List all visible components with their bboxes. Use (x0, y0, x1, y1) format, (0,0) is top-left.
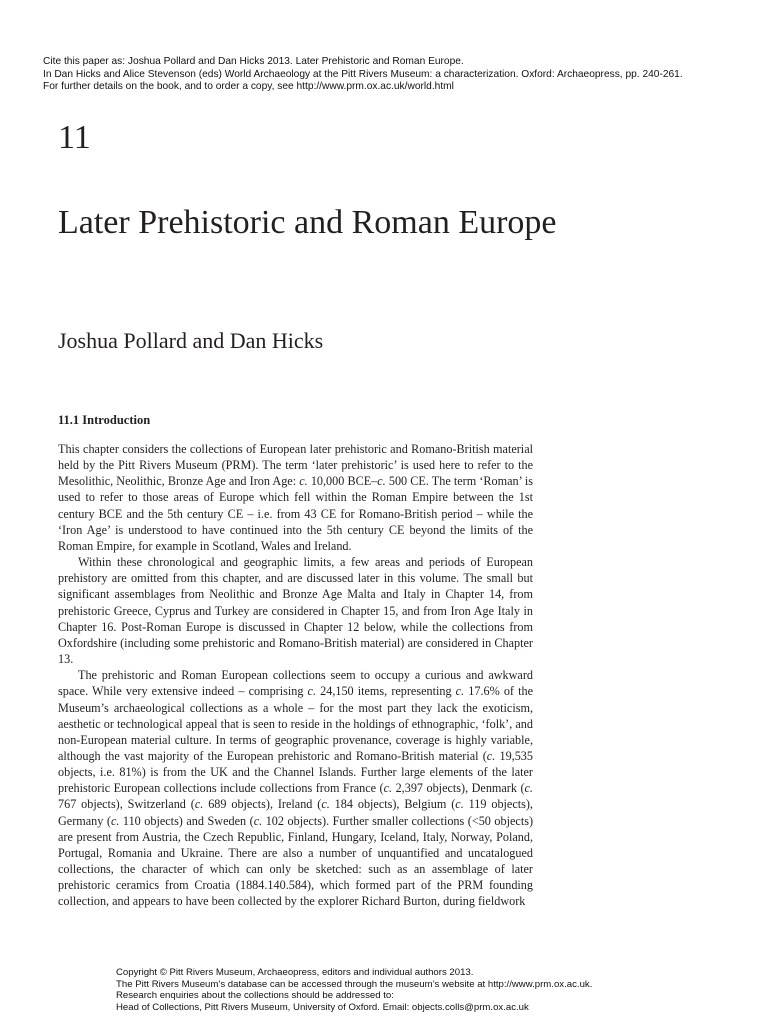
paragraph-3: The prehistoric and Roman European collections seem to occupy a curious and awkward space. While very extensive indeed – comprising c. 24,150 items, representing c. 17.6% of the Museum’s archaeological collections as a whole – for the most part they lack the exoticism, aesthetic or technological appeal that is seen to reside in the holdings of ethnographic, ‘folk’, and non-European material culture. In terms of geographic provenance, coverage is highly variable, although the vast majority of the European prehistoric and Romano-British material (c. 19,535 objects, i.e. 81%) is from the UK and the Channel Islands. Further large elements of the later prehistoric European collections include collections from France (c. 2,397 objects), Denmark (c. 767 objects), Switzerland (c. 689 objects), Ireland (c. 184 objects), Belgium (c. 119 objects), Germany (c. 110 objects) and Sweden (c. 102 objects). Further smaller collections (<50 objects) are present from Austria, the Czech Republic, Finland, Hungary, Iceland, Italy, Norway, Poland, Portugal, Romania and Ukraine. There are also a number of unquantified and uncatalogued collections, the character of which can only be sketched: such as an assemblage of later prehistoric ceramics from Croatia (1884.140.584), which formed part of the PRM founding collection, and appears to have been collected by the explorer Richard Burton, during fieldwork (58, 668, 534, 909)
footer-line-4: Head of Collections, Pitt Rivers Museum, University of Oxford. Email: objects.colls@prm.ox.ac.uk (116, 1001, 529, 1013)
body-text (58, 441, 533, 910)
footer-line-2: The Pitt Rivers Museum’s database can be accessed through the museum’s website at http://www.prm.ox.ac.uk. (116, 978, 593, 990)
paragraph-1: This chapter considers the collections of European later prehistoric and Romano-British material held by the Pitt Rivers Museum (PRM). The term ‘later prehistoric’ is used here to refer to the Mesolithic, Neolithic, Bronze Age and Iron Age: c. 10,000 BCE–c. 500 CE. The term ‘Roman’ is used to refer to those areas of Europe which fell within the Roman Empire between the 1st century BCE and the 5th century CE – i.e. from 43 CE for Romano-British period – while the ‘Iron Age’ is understood to have continued into the 5th century CE beyond the limits of the Roman Empire, for example in Scotland, Wales and Ireland. (58, 442, 534, 553)
footer-line-1: Copyright © Pitt Rivers Museum, Archaeopress, editors and individual authors 2013. (116, 967, 474, 978)
section-heading: 11.1 Introduction (58, 413, 151, 427)
copyright-footer (116, 967, 756, 1013)
citation-line-1: Cite this paper as: Joshua Pollard and Dan Hicks 2013. Later Prehistoric and Roman Europe. (43, 56, 464, 67)
chapter-title: Later Prehistoric and Roman Europe (58, 204, 557, 241)
paragraph-2: Within these chronological and geographic limits, a few areas and periods of European prehistory are omitted from this chapter, and are discussed later in this volume. The small but significant assemblages from Neolithic and Bronze Age Malta and Italy in Chapter 14, from prehistoric Greece, Cyprus and Turkey are considered in Chapter 15, and from Iron Age Italy in Chapter 16. Post-Roman Europe is discussed in Chapter 12 below, while the collections from Oxfordshire (including some prehistoric and Romano-British material) are considered in Chapter 13. (58, 555, 533, 667)
chapter-number: 11 (58, 119, 91, 156)
citation-line-2: In Dan Hicks and Alice Stevenson (eds) World Archaeology at the Pitt Rivers Museum: a characterization. Oxford: Archaeopress, pp. 240-261. (43, 68, 683, 80)
citation-block (43, 56, 763, 94)
citation-line-3: For further details on the book, and to order a copy, see http://www.prm.ox.ac.uk/world.html (43, 81, 454, 93)
chapter-authors: Joshua Pollard and Dan Hicks (58, 328, 324, 353)
footer-line-3: Research enquiries about the collections should be addressed to: (116, 990, 394, 1002)
